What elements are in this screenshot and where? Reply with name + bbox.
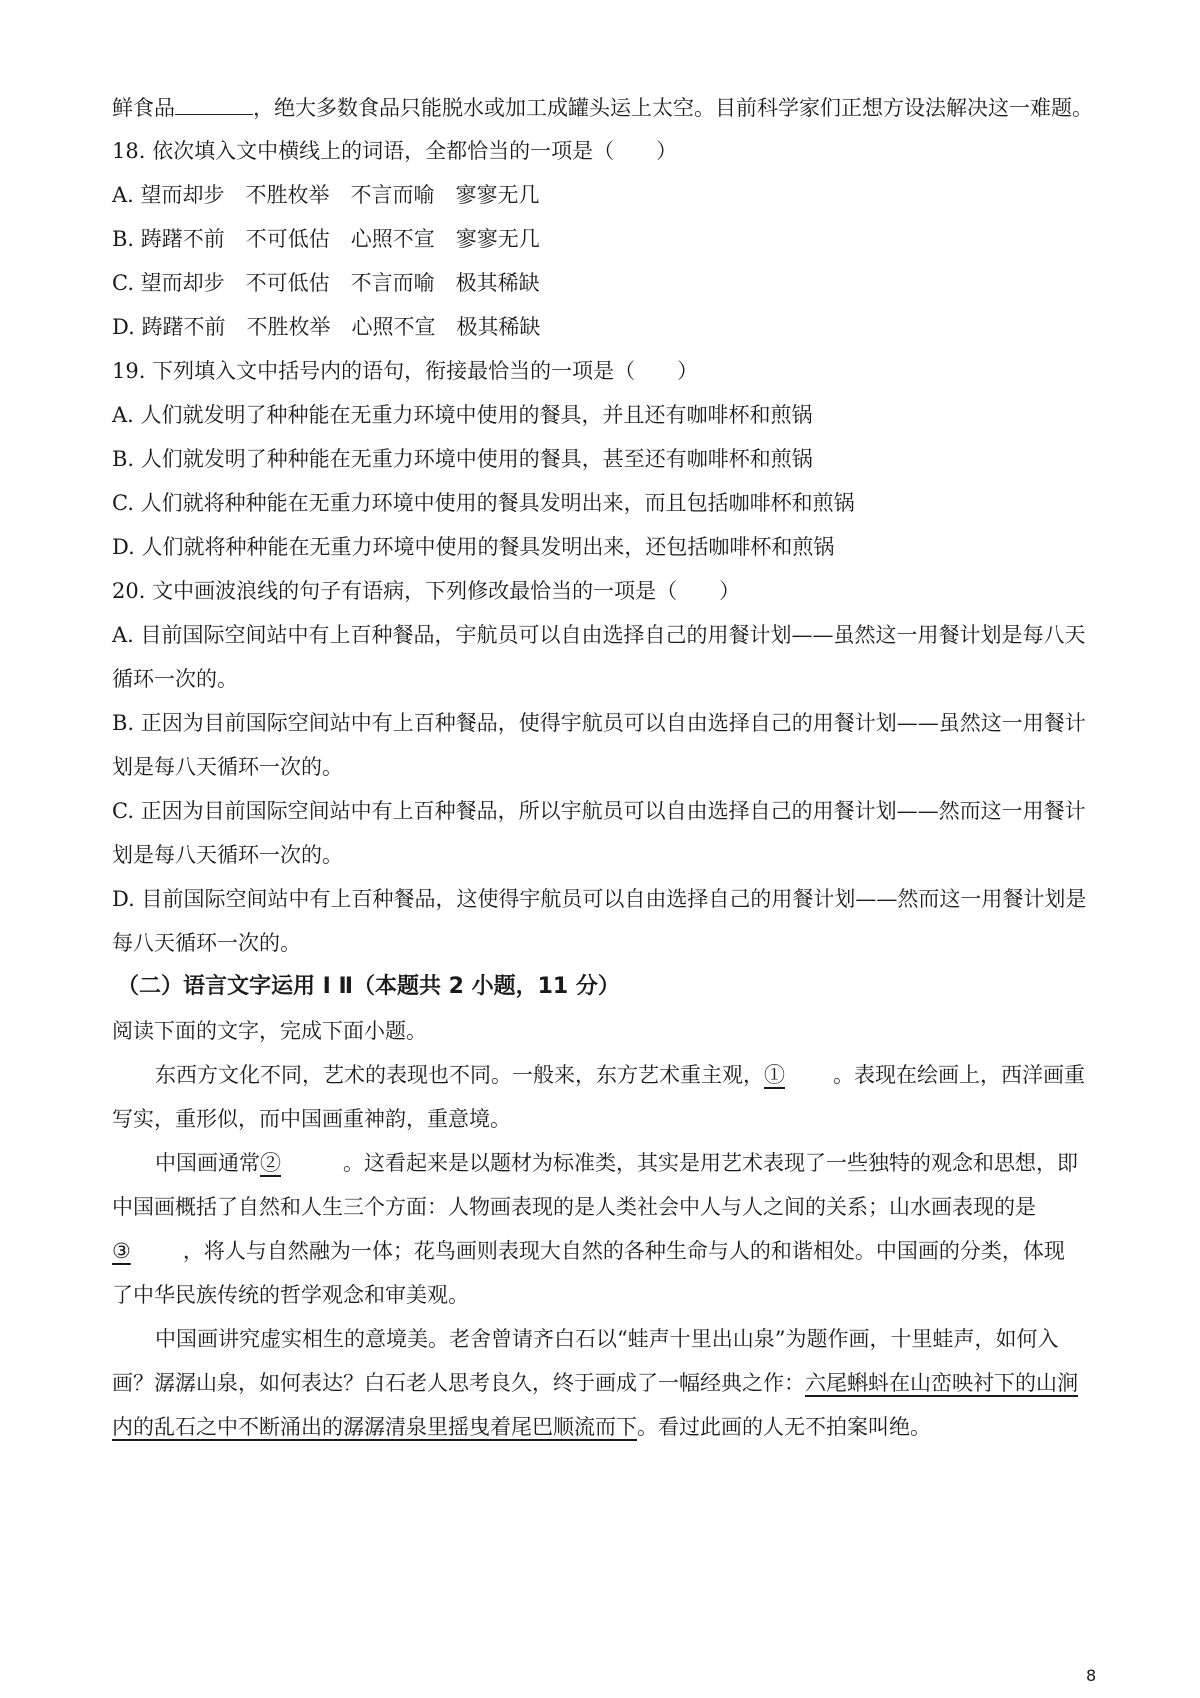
paragraph-3-line-3 [112, 1412, 1102, 1442]
text: ，将人与自然融为一体；花鸟画则表现大自然的各种生命与人的和谐相处。中国画的分类，体现 [182, 1239, 1065, 1263]
page-number: 8 [1086, 1666, 1097, 1685]
text: 中国画通常 [155, 1151, 260, 1175]
option-20b-cont: 划是每八天循环一次的。 [112, 755, 343, 779]
passage-line [112, 92, 1102, 123]
option-18b: B. 踌躇不前 不可低估 心照不宣 寥寥无几 [112, 227, 540, 251]
option-20d-cont: 每八天循环一次的。 [112, 931, 301, 955]
wavy-underlined-sentence: 内的乱石之中不断涌出的潺潺清泉里摇曳着尾巴顺流而下 [112, 1415, 637, 1439]
option-20c-cont: 划是每八天循环一次的。 [112, 843, 343, 867]
text: 。这看起来是以题材为标准类，其实是用艺术表现了一些独特的观念和思想，即 [343, 1151, 1078, 1175]
option-20a-cont: 循环一次的。 [112, 667, 238, 691]
text: 。看过此画的人无不拍案叫绝。 [637, 1415, 931, 1439]
option-18a: A. 望而却步 不胜枚举 不言而喻 寥寥无几 [112, 183, 540, 207]
paragraph-2-line-3 [112, 1236, 1102, 1266]
option-19b: B. 人们就发明了种种能在无重力环境中使用的餐具，甚至还有咖啡杯和煎锅 [112, 447, 813, 471]
paragraph-3-line-1: 中国画讲究虚实相生的意境美。老舍曾请齐白石以“蛙声十里出山泉”为题作画，十里蛙声，如何入 [155, 1327, 1059, 1351]
option-20a: A. 目前国际空间站中有上百种餐品，宇航员可以自由选择自己的用餐计划——虽然这一用餐计划是每八天 [112, 623, 1086, 647]
question-18: 18. 依次填入文中横线上的词语，全都恰当的一项是（ ） [112, 139, 678, 163]
option-20d: D. 目前国际空间站中有上百种餐品，这使得宇航员可以自由选择自己的用餐计划——然而这一用餐计划是 [112, 887, 1087, 911]
paragraph-3-line-2 [112, 1368, 1102, 1398]
blank-2 [260, 1151, 343, 1175]
answer-blank [785, 1060, 833, 1082]
section-heading: （二）语言文字运用 I Ⅱ（本题共 2 小题，11 分） [117, 974, 620, 999]
answer-blank [131, 1236, 183, 1258]
paragraph-2-line-2: 中国画概括了自然和人生三个方面：人物画表现的是人类社会中人与人之间的关系；山水画表现的是 [112, 1195, 1036, 1219]
option-18c: C. 望而却步 不可低估 不言而喻 极其稀缺 [112, 271, 540, 295]
text: ，绝大多数食品只能脱水或加工成罐头运上太空。目前科学家们正想方设法解决这一难题。 [253, 96, 1093, 120]
option-19c: C. 人们就将种种能在无重力环境中使用的餐具发明出来，而且包括咖啡杯和煎锅 [112, 491, 855, 515]
option-18d: D. 踌躇不前 不胜枚举 心照不宣 极其稀缺 [112, 315, 541, 339]
paragraph-1-line-2: 写实，重形似，而中国画重神韵，重意境。 [112, 1107, 511, 1131]
option-20c: C. 正因为目前国际空间站中有上百种餐品，所以宇航员可以自由选择自己的用餐计划——然而这一用餐计 [112, 799, 1086, 823]
text: 。表现在绘画上，西洋画重 [833, 1063, 1085, 1087]
option-19a: A. 人们就发明了种种能在无重力环境中使用的餐具，并且还有咖啡杯和煎锅 [112, 403, 813, 427]
paragraph-1-line-1 [155, 1060, 1102, 1090]
paragraph-2-line-1 [155, 1148, 1102, 1178]
text: 东西方文化不同，艺术的表现也不同。一般来，东方艺术重主观， [155, 1063, 764, 1087]
reading-instruction: 阅读下面的文字，完成下面小题。 [112, 1019, 427, 1043]
question-20: 20. 文中画波浪线的句子有语病，下列修改最恰当的一项是（ ） [112, 579, 741, 603]
blank-marker: ② [260, 1151, 281, 1175]
question-19: 19. 下列填入文中括号内的语句，衔接最恰当的一项是（ ） [112, 359, 699, 383]
text: 鲜食品 [112, 96, 175, 120]
answer-blank [175, 92, 253, 115]
blank-marker: ① [764, 1063, 785, 1087]
blank-1 [764, 1063, 833, 1087]
text: 画？潺潺山泉，如何表达？白石老人思考良久，终于画成了一幅经典之作： [112, 1371, 805, 1395]
blank-3 [112, 1239, 183, 1263]
option-20b: B. 正因为目前国际空间站中有上百种餐品，使得宇航员可以自由选择自己的用餐计划——虽然这一用餐计 [112, 711, 1086, 735]
answer-blank [281, 1148, 343, 1170]
blank-marker: ③ [112, 1239, 131, 1263]
paragraph-2-line-4: 了中华民族传统的哲学观念和审美观。 [112, 1283, 469, 1307]
wavy-underlined-sentence: 六尾蝌蚪在山峦映衬下的山涧 [805, 1371, 1078, 1395]
option-19d: D. 人们就将种种能在无重力环境中使用的餐具发明出来，还包括咖啡杯和煎锅 [112, 535, 835, 559]
